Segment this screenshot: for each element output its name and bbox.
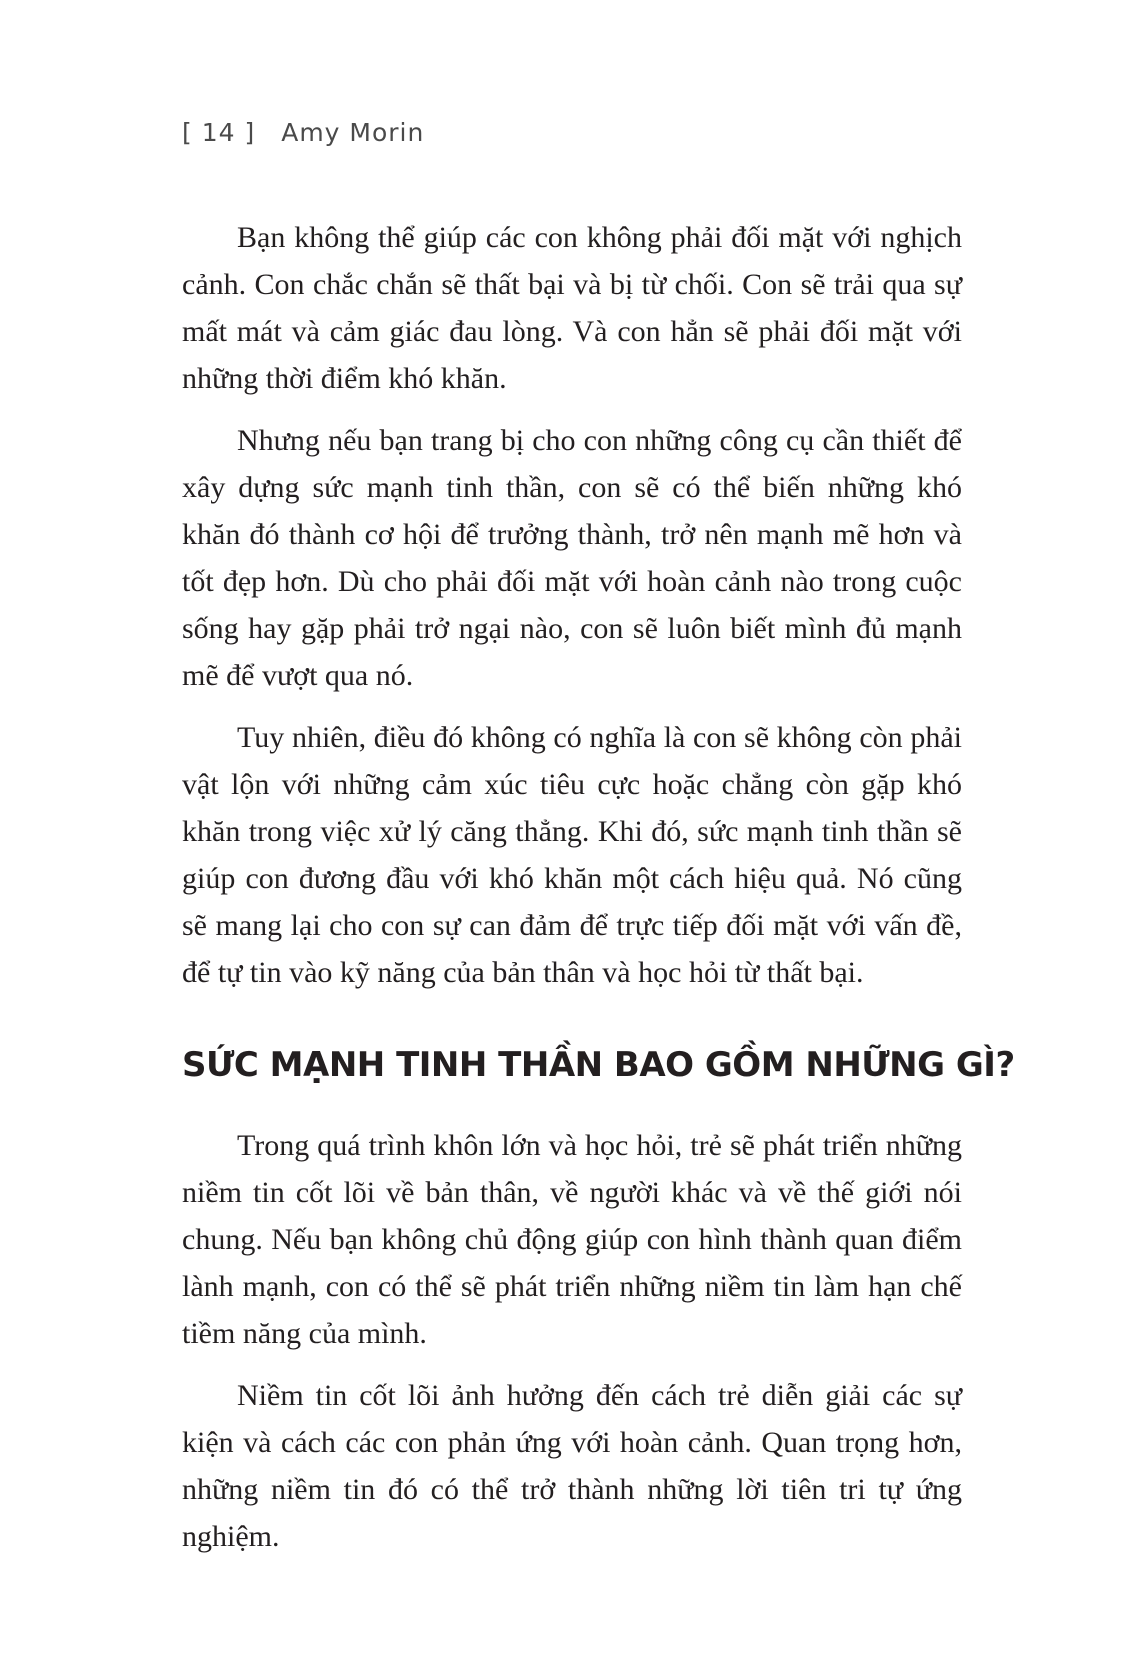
page-number: [ 14 ] [182,118,256,147]
page-content [182,214,1015,1575]
paragraph: Nhưng nếu bạn trang bị cho con những công cụ cần thiết để xây dựng sức mạnh tinh thần, con sẽ có thể biến những khó khăn đó thành cơ hội để trưởng thành, trở nên mạnh mẽ hơn và tốt đẹp hơn. Dù cho phải đối mặt với hoàn cảnh nào trong cuộc sống hay gặp phải trở ngại nào, con sẽ luôn biết mình đủ mạnh mẽ để vượt qua nó. [182,424,962,692]
section-heading: SỨC MẠNH TINH THẦN BAO GỒM NHỮNG GÌ? [182,1045,1015,1085]
paragraph: Niềm tin cốt lõi ảnh hưởng đến cách trẻ diễn giải các sự kiện và cách các con phản ứng với hoàn cảnh. Quan trọng hơn, những niềm tin đó có thể trở thành những lời tiên tri tự ứng nghiệm. [182,1379,962,1553]
paragraph: Trong quá trình khôn lớn và học hỏi, trẻ sẽ phát triển những niềm tin cốt lõi về bản thân, về người khác và về thế giới nói chung. Nếu bạn không chủ động giúp con hình thành quan điểm lành mạnh, con có thể sẽ phát triển những niềm tin làm hạn chế tiềm năng của mình. [182,1129,962,1350]
author-name: Amy Morin [281,118,425,147]
paragraph: Bạn không thể giúp các con không phải đối mặt với nghịch cảnh. Con chắc chắn sẽ thất bại và bị từ chối. Con sẽ trải qua sự mất mát và cảm giác đau lòng. Và con hẳn sẽ phải đối mặt với những thời điểm khó khăn. [182,221,962,395]
paragraph: Tuy nhiên, điều đó không có nghĩa là con sẽ không còn phải vật lộn với những cảm xúc tiêu cực hoặc chẳng còn gặp khó khăn trong việc xử lý căng thẳng. Khi đó, sức mạnh tinh thần sẽ giúp con đương đầu với khó khăn một cách hiệu quả. Nó cũng sẽ mang lại cho con sự can đảm để trực tiếp đối mặt với vấn đề, để tự tin vào kỹ năng của bản thân và học hỏi từ thất bại. [182,721,962,989]
running-header [182,118,424,147]
